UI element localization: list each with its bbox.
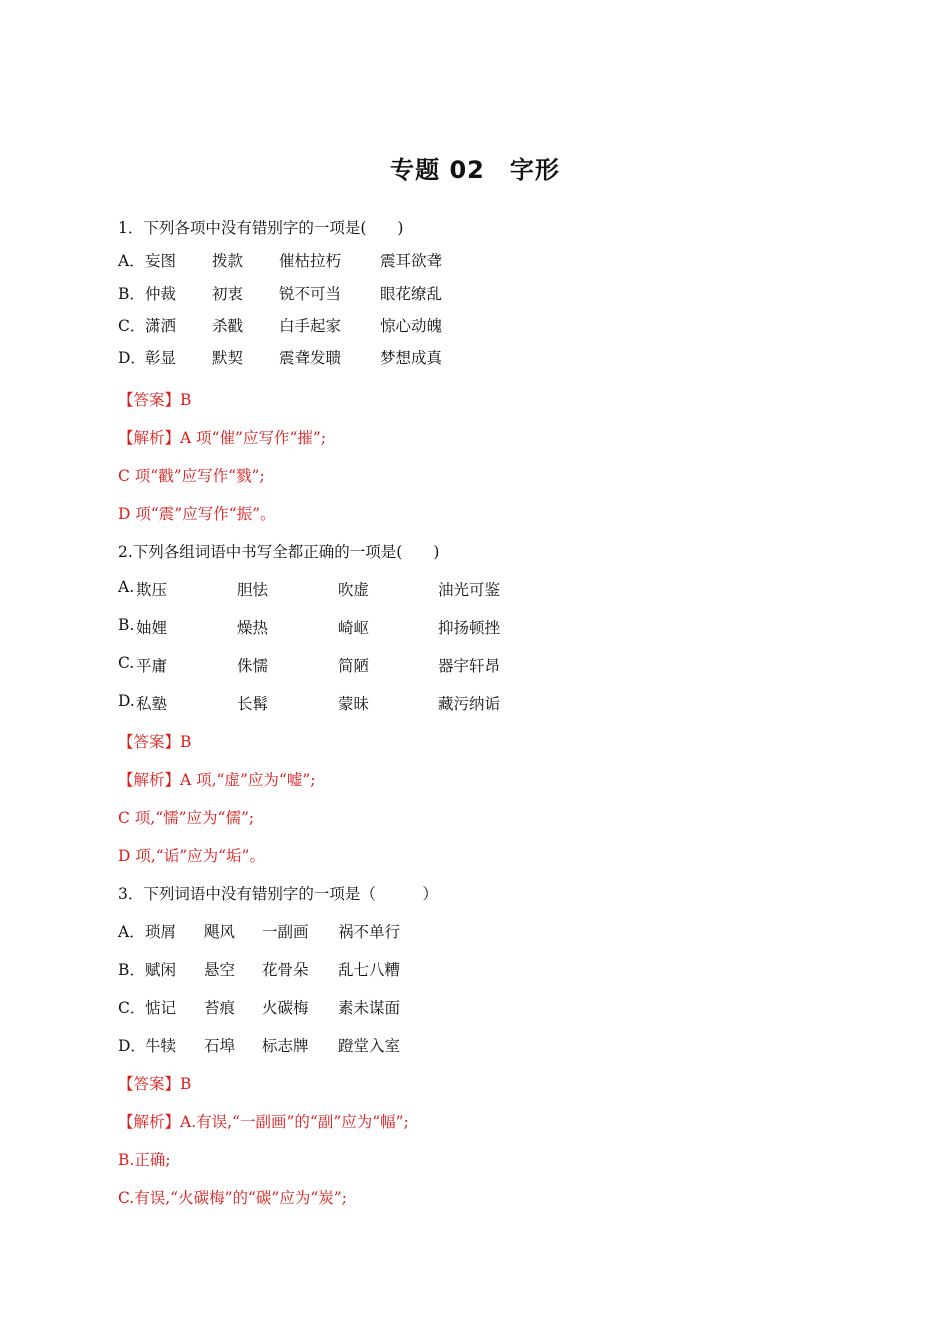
option-word: 花骨朵 bbox=[262, 961, 309, 979]
option-label: A． bbox=[118, 923, 145, 941]
option-word: 震耳欲聋 bbox=[380, 252, 443, 270]
option-label: A. bbox=[118, 578, 135, 596]
option-word: 锐不可当 bbox=[279, 285, 342, 303]
option-label: B． bbox=[118, 285, 145, 303]
option-word: 蒙昧 bbox=[338, 695, 370, 713]
option-word: 崎岖 bbox=[338, 619, 370, 637]
option-word: 侏懦 bbox=[237, 657, 269, 675]
analysis-2-line: C 项,“懦”应为“儒”; bbox=[118, 809, 255, 827]
answer-1: 【答案】B bbox=[118, 391, 192, 409]
option-word: 蹬堂入室 bbox=[338, 1037, 401, 1055]
option-label: B． bbox=[118, 961, 145, 979]
option-word: 胆怯 bbox=[237, 581, 269, 599]
option-word: 仲裁 bbox=[145, 285, 177, 303]
option-word: 素未谋面 bbox=[338, 999, 401, 1017]
option-word: 默契 bbox=[212, 349, 244, 367]
option-word: 标志牌 bbox=[262, 1037, 309, 1055]
option-label: B. bbox=[118, 616, 135, 634]
option-label: A． bbox=[118, 252, 145, 270]
option-word: 石埠 bbox=[204, 1037, 236, 1055]
option-word: 妄图 bbox=[145, 252, 177, 270]
option-label: C． bbox=[118, 317, 146, 335]
option-word: 器宇轩昂 bbox=[438, 657, 501, 675]
option-word: 乱七八糟 bbox=[338, 961, 401, 979]
option-word: 一副画 bbox=[262, 923, 309, 941]
analysis-1-line: C 项“戳”应写作“戮”; bbox=[118, 467, 265, 485]
option-label: D. bbox=[118, 692, 135, 710]
option-word: 潇洒 bbox=[145, 317, 177, 335]
question-3-stem: 3．下列词语中没有错别字的一项是（ ） bbox=[118, 885, 438, 903]
option-word: 欺压 bbox=[136, 581, 168, 599]
option-word: 牛犊 bbox=[145, 1037, 177, 1055]
analysis-1-line: D 项“震”应写作“振”。 bbox=[118, 505, 276, 523]
option-word: 彰显 bbox=[145, 349, 177, 367]
option-word: 妯娌 bbox=[136, 619, 168, 637]
option-word: 拨款 bbox=[212, 252, 244, 270]
option-word: 惦记 bbox=[145, 999, 177, 1017]
option-word: 抑扬顿挫 bbox=[438, 619, 501, 637]
option-word: 悬空 bbox=[204, 961, 236, 979]
question-2-stem: 2.下列各组词语中书写全都正确的一项是( ) bbox=[118, 543, 440, 561]
option-word: 平庸 bbox=[136, 657, 168, 675]
option-word: 吹虚 bbox=[338, 581, 370, 599]
analysis-2-line: D 项,“诟”应为“垢”。 bbox=[118, 847, 265, 865]
question-1-stem: 1．下列各项中没有错别字的一项是( ) bbox=[118, 219, 404, 237]
option-word: 催枯拉朽 bbox=[279, 252, 342, 270]
option-label: D． bbox=[118, 1037, 146, 1055]
option-word: 震聋发聩 bbox=[279, 349, 342, 367]
option-label: D． bbox=[118, 349, 146, 367]
option-word: 油光可鉴 bbox=[438, 581, 501, 599]
option-word: 藏污纳诟 bbox=[438, 695, 501, 713]
option-label: C. bbox=[118, 654, 135, 672]
option-word: 祸不单行 bbox=[338, 923, 401, 941]
option-word: 简陋 bbox=[338, 657, 370, 675]
option-word: 燥热 bbox=[237, 619, 269, 637]
option-word: 飓风 bbox=[204, 923, 236, 941]
analysis-1-line: 【解析】A 项“催”应写作“摧”; bbox=[118, 429, 327, 447]
option-word: 眼花缭乱 bbox=[380, 285, 443, 303]
answer-3: 【答案】B bbox=[118, 1075, 192, 1093]
option-word: 苔痕 bbox=[204, 999, 236, 1017]
option-word: 赋闲 bbox=[145, 961, 177, 979]
option-word: 长髯 bbox=[237, 695, 269, 713]
page-title: 专题 02 字形 bbox=[390, 156, 560, 184]
analysis-2-line: 【解析】A 项,“虚”应为“嘘”; bbox=[118, 771, 316, 789]
option-word: 惊心动魄 bbox=[380, 317, 443, 335]
analysis-3-line: C.有误,“火碳梅”的“碳”应为“炭”; bbox=[118, 1189, 347, 1207]
analysis-3-line: B.正确; bbox=[118, 1151, 171, 1169]
option-word: 私塾 bbox=[136, 695, 168, 713]
option-word: 琐屑 bbox=[145, 923, 177, 941]
option-word: 火碳梅 bbox=[262, 999, 309, 1017]
option-word: 初衷 bbox=[212, 285, 244, 303]
option-word: 杀戳 bbox=[212, 317, 244, 335]
answer-2: 【答案】B bbox=[118, 733, 192, 751]
option-word: 白手起家 bbox=[279, 317, 342, 335]
analysis-3-line: 【解析】A.有误,“一副画”的“副”应为“幅”; bbox=[118, 1113, 409, 1131]
option-word: 梦想成真 bbox=[380, 349, 443, 367]
option-label: C． bbox=[118, 999, 146, 1017]
